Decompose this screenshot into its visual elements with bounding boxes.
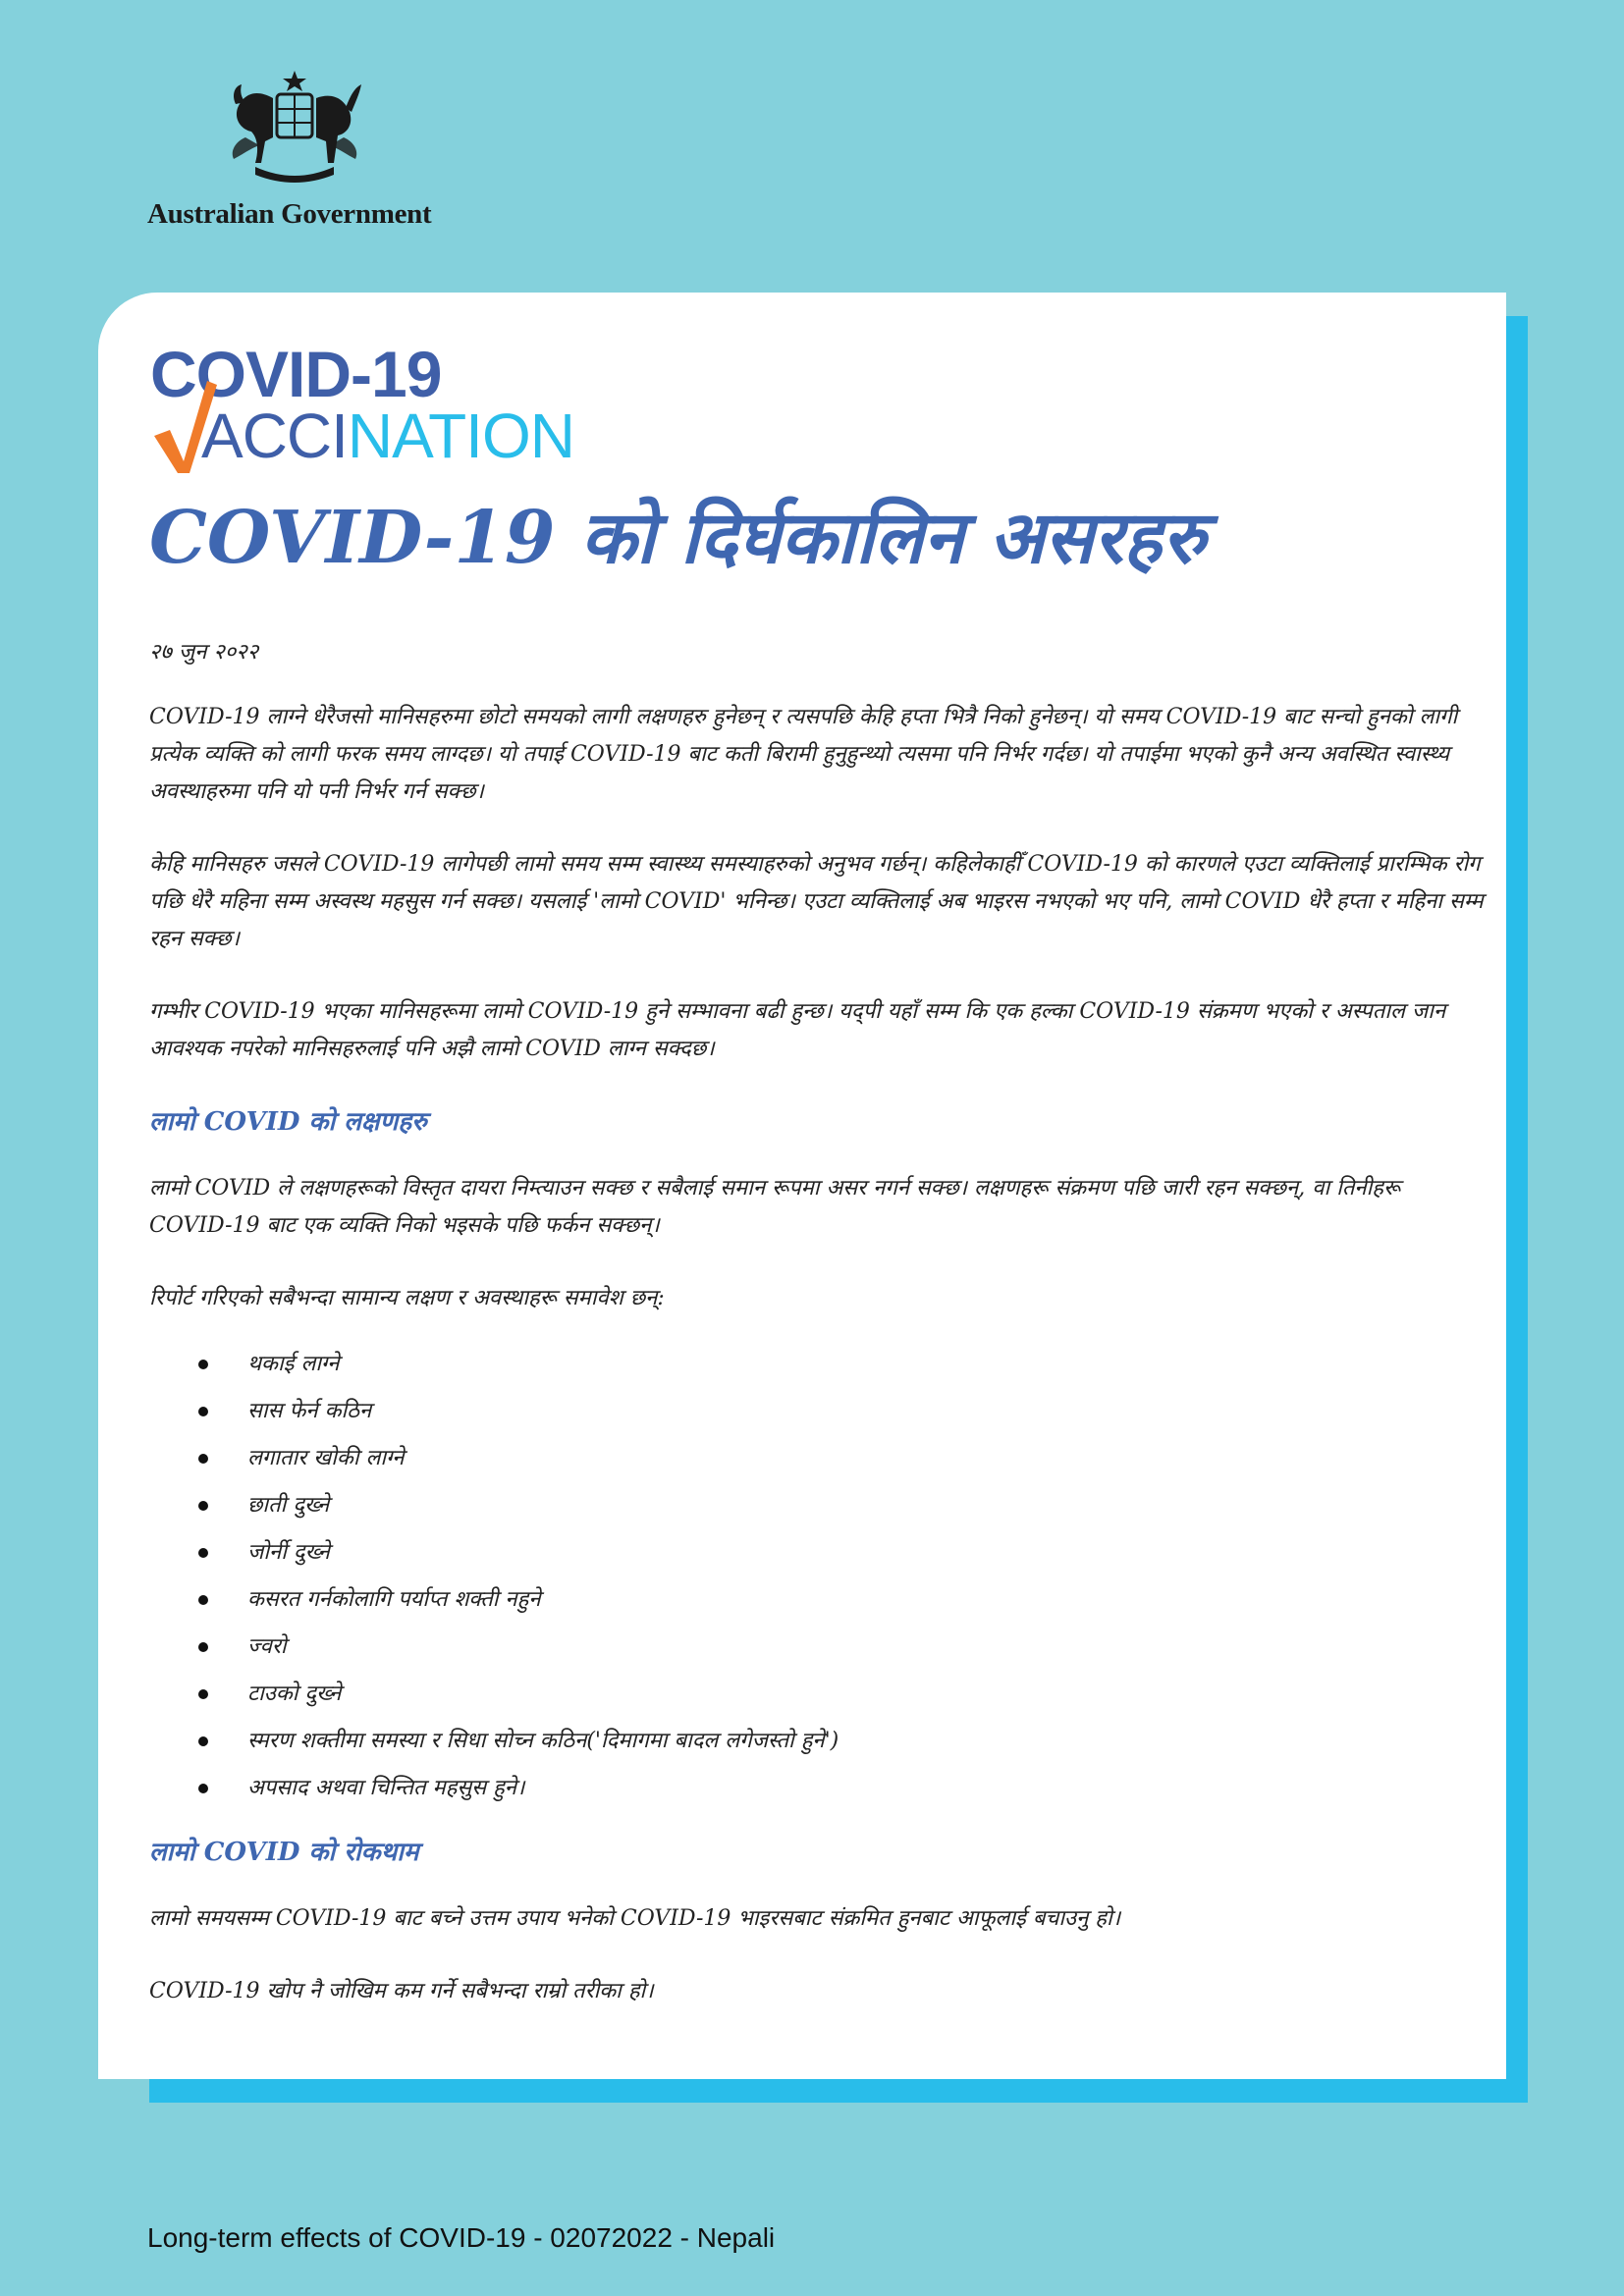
coat-of-arms-icon: [216, 69, 373, 191]
symptoms-list: [149, 1341, 1489, 1812]
logo-acc: ACCI: [201, 400, 348, 471]
list-item-text: जोर्नी दुख्ने: [247, 1540, 330, 1565]
symptoms-heading: लामो COVID को लक्षणहरु: [149, 1107, 427, 1137]
bullet-icon: [198, 1454, 208, 1464]
footer-text: Long-term effects of COVID-19 - 02072022 - Nepali: [147, 2222, 776, 2253]
logo-line1: COVID-19: [150, 338, 442, 410]
list-item: [149, 1624, 1489, 1671]
list-item-text: ज्वरो: [247, 1634, 287, 1659]
intro-paragraph-2: केहि मानिसहरु जसले COVID-19 लागेपछी लामो समय सम्म स्वास्थ्य समस्याहरुको अनुभव गर्छन्। कहिलेकाहीँ COVID-19 को कारणले एउटा व्यक्तिलाई प्रारम्भिक रोग पछि धेरै महिना सम्म अस्वस्थ महसुस गर्न सक्छ। यसलाई 'लामो COVID' भनिन्छ। एउटा व्यक्तिलाई अब भाइरस नभएको भए पनि, लामो COVID धेरै हप्ता र महिना सम्म रहन सक्छ।: [149, 852, 1484, 951]
bullet-icon: [198, 1642, 208, 1652]
list-item-text: स्मरण शक्तीमा समस्या र सिधा सोच्न कठिन('दिमागमा बादल लगेजस्तो हुने'): [247, 1729, 839, 1753]
intro-paragraph-3: गम्भीर COVID-19 भएका मानिसहरूमा लामो COVID-19 हुने सम्भावना बढी हुन्छ। यद्पी यहाँ सम्म कि एक हल्का COVID-19 संक्रमण भएको र अस्पताल जान आवश्यक नपरेको मानिसहरुलाई पनि अझै लामो COVID लाग्न सक्दछ।: [149, 999, 1446, 1061]
prevention-paragraph-1: लामो समयसम्म COVID-19 बाट बच्ने उत्तम उपाय भनेको COVID-19 भाइरसबाट संक्रमित हुनबाट आफूलाई बचाउनु हो।: [149, 1906, 1121, 1931]
bullet-icon: [198, 1784, 208, 1793]
list-item: [149, 1435, 1489, 1482]
government-header: [147, 69, 461, 236]
prevention-heading: लामो COVID को रोकथाम: [149, 1838, 419, 1867]
list-item-text: कसरत गर्नकोलागि पर्याप्त शक्ती नहुने: [247, 1587, 541, 1612]
list-item: [149, 1482, 1489, 1529]
logo-line2: [150, 400, 574, 471]
list-item: [149, 1529, 1489, 1576]
list-item-text: थकाई लाग्ने: [247, 1352, 340, 1376]
list-item: [149, 1341, 1489, 1388]
logo-nation: NATION: [347, 400, 574, 471]
list-item-text: लगातार खोकी लाग्ने: [247, 1446, 405, 1470]
intro-paragraph-1: COVID-19 लाग्ने धेरैजसो मानिसहरुमा छोटो समयको लागी लक्षणहरु हुनेछन् र त्यसपछि केहि हप्ता भित्रै निको हुनेछन्। यो समय COVID-19 बाट सन्चो हुनको लागी प्रत्येक व्यक्ति को लागी फरक समय लाग्दछ। यो तपाई COVID-19 बाट कती बिरामी हुनुहुन्थ्यो त्यसमा पनि निर्भर गर्दछ। यो तपाईमा भएको कुनै अन्य अवस्थित स्वास्थ्य अवस्थाहरुमा पनि यो पनी निर्भर गर्न सक्छ।: [149, 705, 1458, 804]
document-body: [149, 634, 1489, 2010]
bullet-icon: [198, 1736, 208, 1746]
list-item-text: छाती दुख्ने: [247, 1493, 330, 1518]
bullet-icon: [198, 1407, 208, 1416]
bullet-icon: [198, 1501, 208, 1511]
list-item: [149, 1765, 1489, 1812]
prevention-paragraph-2: COVID-19 खोप नै जोखिम कम गर्ने सबैभन्दा राम्रो तरीका हो।: [149, 1979, 654, 2003]
symptoms-paragraph-2: रिपोर्ट गरिएको सबैभन्दा सामान्य लक्षण र अवस्थाहरू समावेश छन्:: [149, 1286, 665, 1310]
bullet-icon: [198, 1548, 208, 1558]
list-item: [149, 1388, 1489, 1435]
covid-vaccination-logo: [150, 338, 602, 471]
list-item: [149, 1718, 1489, 1765]
bullet-icon: [198, 1360, 208, 1369]
document-date: २७ जुन २०२२: [149, 640, 259, 665]
bullet-icon: [198, 1689, 208, 1699]
document-card: [98, 293, 1506, 2079]
government-name: Australian Government: [147, 198, 432, 230]
list-item: [149, 1671, 1489, 1718]
list-item-text: अपसाद अथवा चिन्तित महसुस हुने।: [247, 1776, 525, 1800]
list-item: [149, 1576, 1489, 1624]
symptoms-paragraph-1: लामो COVID ले लक्षणहरूको विस्तृत दायरा निम्त्याउन सक्छ र सबैलाई समान रूपमा असर नगर्न सक्छ। लक्षणहरू संक्रमण पछि जारी रहन सक्छन्, वा तिनीहरू COVID-19 बाट एक व्यक्ति निको भइसके पछि फर्कन सक्छन्।: [149, 1176, 1401, 1238]
list-item-text: सास फेर्न कठिन: [247, 1399, 372, 1423]
list-item-text: टाउको दुख्ने: [247, 1682, 342, 1706]
bullet-icon: [198, 1595, 208, 1605]
document-title: COVID-19 को दिर्घकालिन असरहरु: [149, 496, 1206, 580]
